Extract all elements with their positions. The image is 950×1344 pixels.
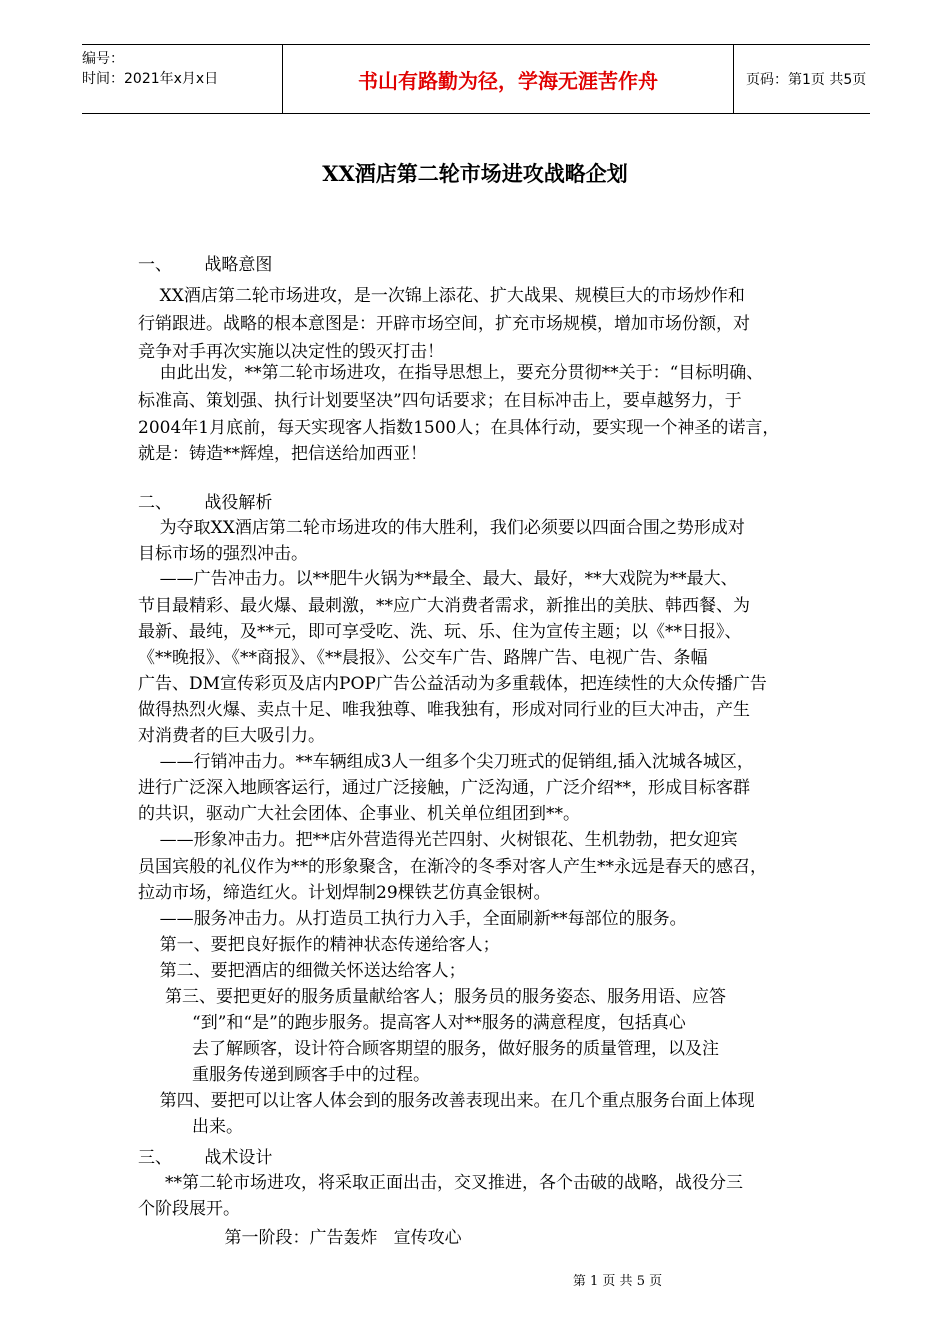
time-label: 时间：2021年x月x日 <box>82 71 219 87</box>
body-line: ——服务冲击力。从打造员工执行力入手，全面刷新**每部位的服务。 <box>138 909 687 929</box>
body-line: ——形象冲击力。把**店外营造得光芒四射、火树银花、生机勃勃，把女迎宾 <box>138 830 738 850</box>
body-line: 第一、要把良好振作的精神状态传递给客人； <box>138 935 500 955</box>
body-line: 第二、要把酒店的细微关怀送达给客人； <box>138 961 466 981</box>
body-line: 第四、要把可以让客人体会到的服务改善表现出来。在几个重点服务台面上体现 <box>138 1091 755 1111</box>
body-line: 二、 战役解析 <box>138 493 273 513</box>
body-line: 最新、最纯，及**元，即可享受吃、洗、玩、乐、住为宣传主题；以《**日报》、 <box>138 622 742 642</box>
number-label: 编号： <box>82 51 124 67</box>
header-page-info: 页码：第1页 共5页 <box>746 72 867 88</box>
body-line: 个阶段展开。 <box>138 1199 240 1219</box>
body-line: 去了解顾客，设计符合顾客期望的服务，做好服务的质量管理，以及注 <box>138 1039 720 1059</box>
body-line: 对消费者的巨大吸引力。 <box>138 726 325 746</box>
body-line: 就是：铸造**辉煌，把信送给加西亚！ <box>138 444 427 464</box>
body-line: 行销跟进。战略的根本意图是：开辟市场空间，扩充市场规模，增加市场份额，对 <box>138 314 750 334</box>
body-line: 一、 战略意图 <box>138 255 273 275</box>
body-line: 目标市场的强烈冲击。 <box>138 544 308 564</box>
body-line: 标准高、策划强、执行计划要坚决”四句话要求；在目标冲击上，要卓越努力，于 <box>138 391 742 411</box>
body-line: ——行销冲击力。**车辆组成3人一组多个尖刀班式的促销组,插入沈城各城区， <box>138 752 754 772</box>
body-line: XX酒店第二轮市场进攻，是一次锦上添花、扩大战果、规模巨大的市场炒作和 <box>138 286 745 306</box>
body-line: 出来。 <box>138 1117 244 1137</box>
body-line: 三、 战术设计 <box>138 1148 273 1168</box>
body-line: 竞争对手再次实施以决定性的毁灭打击！ <box>138 342 444 362</box>
document-title: XX酒店第二轮市场进攻战略企划 <box>322 161 628 186</box>
body-line: 2004年1月底前，每天实现客人指数1500人；在具体行动，要实现一个神圣的诺言， <box>138 418 780 438</box>
header-motto: 书山有路勤为径，学海无涯苦作舟 <box>282 45 734 113</box>
body-line: ——广告冲击力。以**肥牛火锅为**最全、最大、最好，**大戏院为**最大、 <box>138 569 738 589</box>
page-footer: 第 1 页 共 5 页 <box>572 1274 663 1289</box>
body-line: “到”和“是”的跑步服务。提高客人对**服务的满意程度，包括真心 <box>138 1013 686 1033</box>
body-line: 员国宾般的礼仪作为**的形象聚含，在渐冷的冬季对客人产生**永远是春天的感召， <box>138 857 767 877</box>
body-line: 广告、DM宣传彩页及店内POP广告公益活动为多重载体，把连续性的大众传播广告 <box>138 674 767 694</box>
body-line: 进行广泛深入地顾客运行，通过广泛接触，广泛沟通，广泛介绍**，形成目标客群 <box>138 778 750 798</box>
body-line: 《**晚报》、《**商报》、《**晨报》、公交车广告、路牌广告、电视广告、条幅 <box>138 648 708 668</box>
body-line: 拉动市场，缔造红火。计划焊制29棵铁艺仿真金银树。 <box>138 883 551 903</box>
body-line: 为夺取XX酒店第二轮市场进攻的伟大胜利，我们必须要以四面合围之势形成对 <box>138 518 745 538</box>
body-line: 由此出发，**第二轮市场进攻，在指导思想上，要充分贯彻**关于：“目标明确、 <box>138 363 764 383</box>
body-line: 节目最精彩、最火爆、最刺激，**应广大消费者需求，新推出的美肤、韩西餐、为 <box>138 596 750 616</box>
body-line: **第二轮市场进攻，将采取正面出击，交叉推进，各个击破的战略，战役分三 <box>138 1173 744 1193</box>
body-line: 第三、要把更好的服务质量献给客人；服务员的服务姿态、服务用语、应答 <box>138 987 727 1007</box>
body-line: 做得热烈火爆、卖点十足、唯我独尊、唯我独有，形成对同行业的巨大冲击，产生 <box>138 700 750 720</box>
body-line: 重服务传递到顾客手中的过程。 <box>138 1065 431 1085</box>
page-header <box>82 44 870 114</box>
body-line: 第一阶段：广告轰炸 宣传攻心 <box>138 1228 462 1248</box>
header-meta <box>82 45 282 113</box>
body-line: 的共识，驱动广大社会团体、企事业、机关单位组团到**。 <box>138 804 580 824</box>
